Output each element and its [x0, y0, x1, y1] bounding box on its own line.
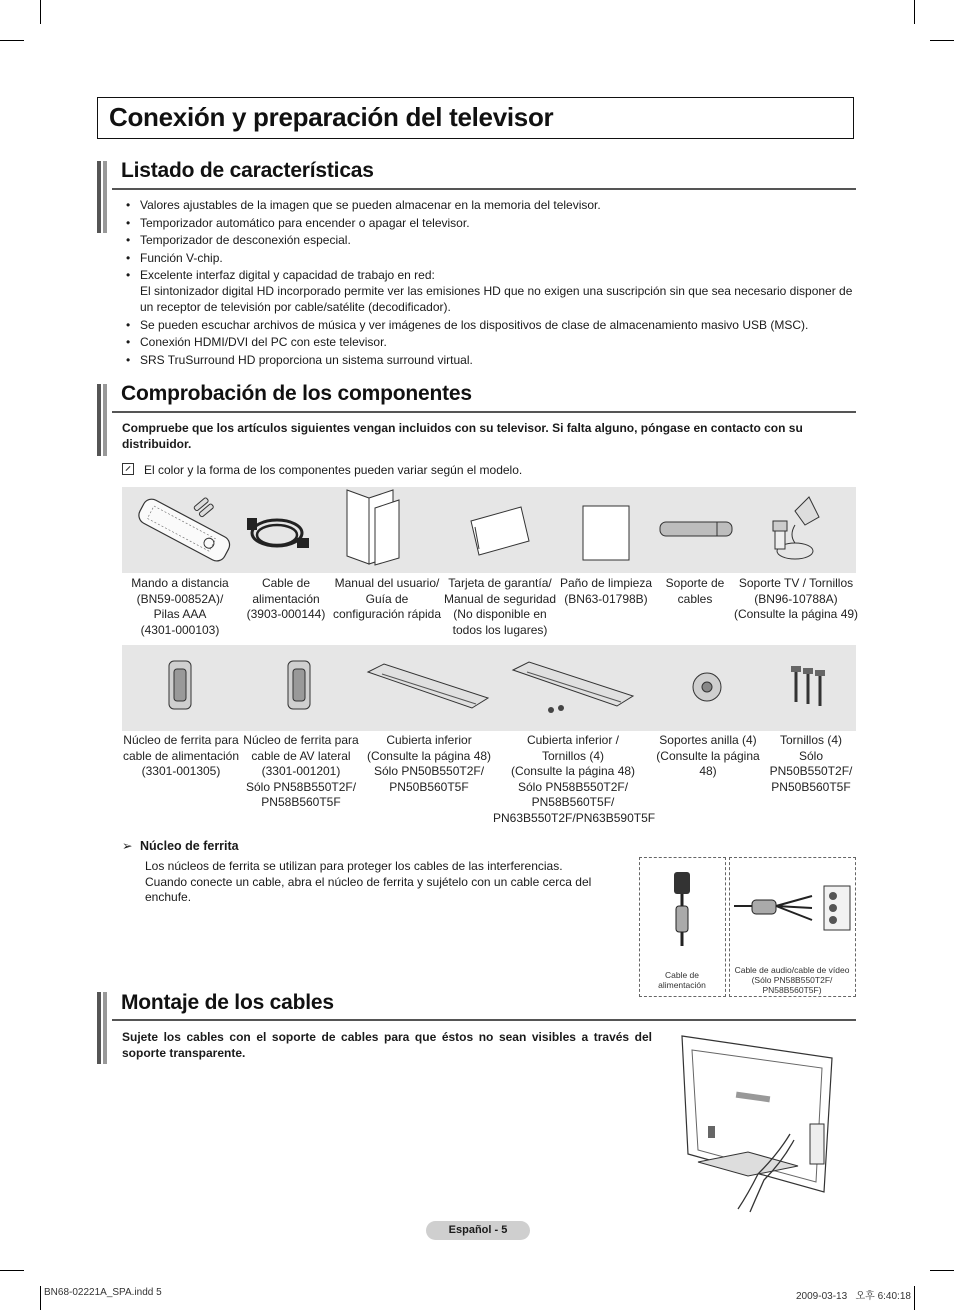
features-heading: Listado de características: [121, 159, 374, 182]
list-item: • Valores ajustables de la imagen que se pueden almacenar en la memoria del televisor.: [120, 197, 855, 213]
item-caption: Soporte de cables: [665, 576, 725, 606]
item-caption: Cubierta inferior (Consulte la página 48) Sólo PN50B550T2F/ PN50B560T5F: [366, 733, 492, 794]
crop-mark: [930, 40, 954, 41]
power-cable-caption: Cable de alimentación: [658, 970, 706, 990]
item-caption: Núcleo de ferrita para cable de alimentación (3301-001305): [122, 733, 240, 778]
list-item: • SRS TruSurround HD proporciona un sistema surround virtual.: [120, 352, 855, 368]
list-item: • Conexión HDMI/DVI del PC con este televisor.: [120, 334, 855, 350]
tv-back-cable-diagram: [678, 1034, 836, 1214]
list-item: • Función V-chip.: [120, 250, 855, 266]
cables-heading: Montaje de los cables: [121, 991, 334, 1014]
crop-mark: [930, 1270, 954, 1271]
crop-mark: [40, 0, 41, 24]
bottom-cover-image: [364, 660, 492, 712]
remote-control-image: [128, 490, 236, 570]
section-rule: [112, 411, 856, 413]
av-cable-caption: Cable de audio/cable de vídeo (Sólo PN58B550T2F/ PN58B560T5F): [734, 965, 850, 995]
components-heading: Comprobación de los componentes: [121, 382, 472, 405]
section-bar: [97, 384, 109, 456]
screws-image: [786, 662, 832, 712]
ferrite-heading: ➢ Núcleo de ferrita: [122, 839, 239, 853]
components-note: El color y la forma de los componentes pueden variar según el modelo.: [122, 463, 522, 477]
ring-bracket-image: [690, 670, 724, 704]
item-caption: Mando a distancia (BN59-00852A)/ Pilas AAA (4301-000103): [131, 576, 229, 637]
av-cable-diagram: [732, 882, 854, 934]
page-number-badge: Español - 5: [426, 1221, 530, 1240]
bottom-cover-screws-image: [509, 658, 637, 718]
cable-holder-image: [657, 516, 735, 544]
item-caption: Cable de alimentación (3903-000144): [246, 576, 326, 621]
page-title-box: [97, 97, 854, 139]
item-caption: Manual del usuario/ Guía de configuración rápida: [332, 576, 442, 621]
crop-mark: [0, 40, 24, 41]
item-caption: Cubierta inferior / Tornillos (4) (Consulte la página 48) Sólo PN58B550T2F/ PN58B560T5F/ PN63B550T2F/PN63B590T5F: [493, 733, 656, 825]
ferrite-core-image: [163, 657, 197, 713]
tv-stand-screws-image: [765, 495, 835, 567]
item-caption: Tornillos (4) Sólo PN50B550T2F/ PN50B560T5F: [769, 733, 853, 794]
section-bar: [97, 992, 109, 1064]
cleaning-cloth-image: [580, 503, 632, 563]
list-item: • Temporizador automático para encender o apagar el televisor.: [120, 215, 855, 231]
item-caption: Núcleo de ferrita para cable de AV lateral (3301-001201) Sólo PN58B550T2F/ PN58B560T5F: [243, 733, 359, 809]
item-caption: Paño de limpieza (BN63-01798B): [559, 576, 653, 606]
power-cable-image: [243, 508, 313, 558]
list-item: • Se pueden escuchar archivos de música y ver imágenes de los dispositivos de clase de almacenamiento masivo USB (MSC).: [120, 317, 855, 333]
note-icon: [122, 463, 134, 475]
footer-file: BN68-02221A_SPA.indd 5: [44, 1287, 162, 1298]
section-bar: [97, 161, 109, 233]
crop-mark: [40, 1286, 41, 1310]
crop-mark: [0, 1270, 24, 1271]
features-list: [120, 197, 855, 369]
ferrite-core-image: [282, 657, 316, 713]
item-caption: Soportes anilla (4) (Consulte la página 48): [656, 733, 760, 778]
cables-text: Sujete los cables con el soporte de cables para que éstos no sean visibles a través del soporte transparente.: [122, 1030, 652, 1060]
list-item: • Excelente interfaz digital y capacidad de trabajo en red: El sintonizador digital HD incorporado permite ver las emisiones HD que no exigen una suscripción sin que sea necesario disponer de un receptor de televisión por cable/satélite (decodificador).: [120, 267, 855, 315]
warranty-card-image: [467, 505, 533, 557]
crop-mark: [914, 0, 915, 24]
item-caption: Tarjeta de garantía/ Manual de seguridad (No disponible en todos los lugares): [443, 576, 557, 637]
ferrite-text: Los núcleos de ferrita se utilizan para proteger los cables de las interferencias. Cuando conecte un cable, abra el núcleo de ferrita y sujételo con un cable cerca del enchufe.: [145, 859, 592, 904]
crop-mark: [914, 1286, 915, 1310]
item-caption: Soporte TV / Tornillos (BN96-10788A) (Consulte la página 49): [733, 576, 859, 621]
arrow-right-icon: ➢: [122, 839, 133, 853]
footer-timestamp: 2009-03-13 오후 6:40:18: [796, 1291, 911, 1302]
page-title: Conexión y preparación del televisor: [109, 102, 554, 132]
section-rule: [112, 188, 856, 190]
components-intro: Compruebe que los artículos siguientes vengan incluidos con su televisor. Si falta alguno, póngase en contacto con su distribuidor.: [122, 421, 803, 451]
manual-image: [345, 488, 401, 566]
list-item-detail: El sintonizador digital HD incorporado permite ver las emisiones HD que no exigen una suscripción sin que sea necesario disponer de un receptor de televisión por cable/satélite (decodificador).: [140, 284, 853, 314]
power-plug-diagram: [660, 866, 706, 950]
list-item: • Temporizador de desconexión especial.: [120, 232, 855, 248]
section-rule: [112, 1019, 856, 1021]
